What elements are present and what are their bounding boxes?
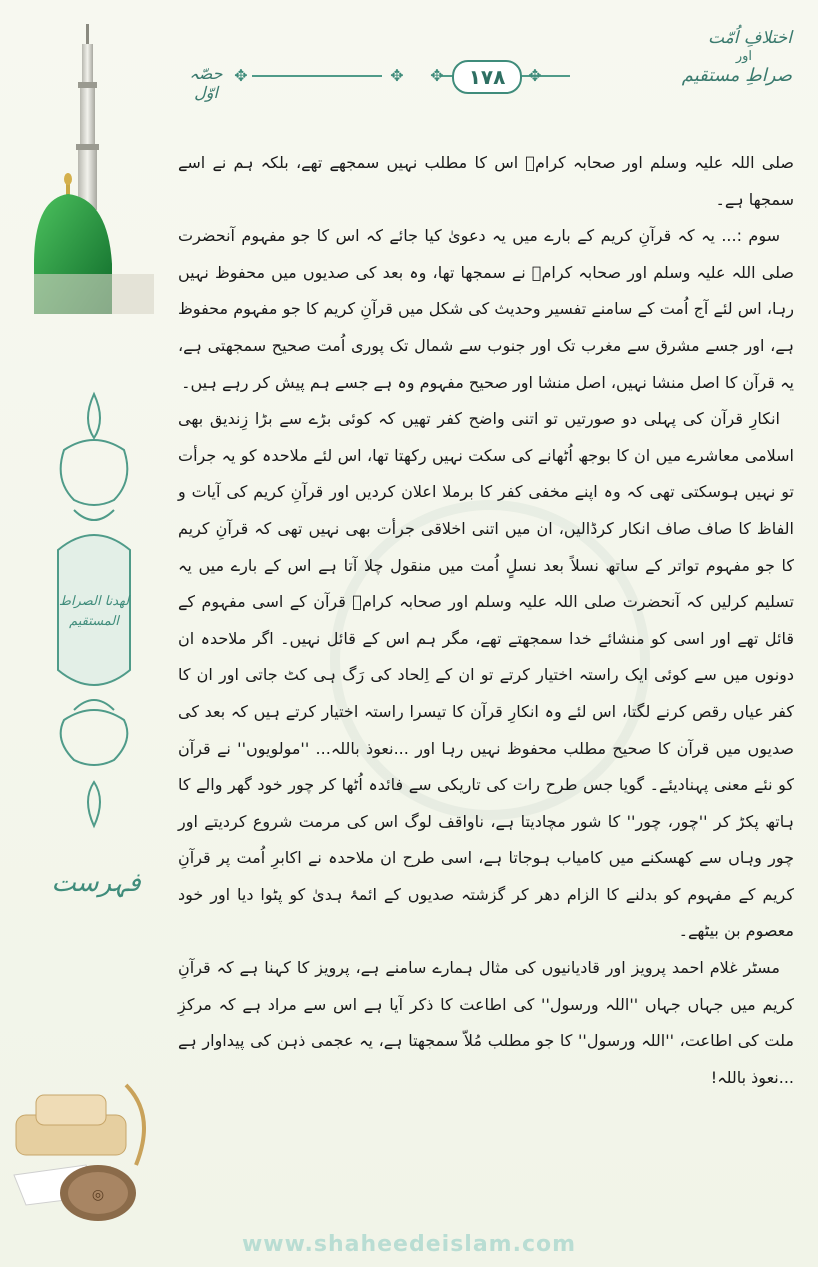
ornament-icon: ✥ — [390, 66, 404, 85]
book-title-line1: اختلافِ اُمّت — [707, 28, 792, 48]
paragraph: مسٹر غلام احمد پرویز اور قادیانیوں کی مثال ہمارے سامنے ہے، پرویز کا کہنا ہے کہ قرآنِ کریم میں جہاں جہاں ''اللہ ورسول'' کی اطاعت کا ذکر آیا ہے اس سے مراد ہے کہ مرکزِ ملت کی اطاعت، ''اللہ ورسول'' کا جو مطلب مُلاّ سمجھتا ہے، یہ عجمی ذہن کی پیداوار ہے ...نعوذ باللہ! — [178, 958, 794, 1087]
medallion-text: لهدنا الصراط المستقيم — [58, 594, 130, 629]
index-link[interactable]: فہرست — [51, 868, 141, 898]
band-line-left — [252, 75, 382, 77]
website-link[interactable]: www.shaheedeislam.com — [241, 1232, 577, 1257]
paragraph: سوم :... یہ کہ قرآنِ کریم کے بارے میں یہ دعویٰ کیا جائے کہ اس کا جو مفہوم آنحضرت صلی اللہ علیہ وسلم اور صحابہ کرامؓ نے سمجھا تھا، وہ بعد کی صدیوں میں محفوظ نہیں رہا، اس لئے آج اُمت کے سامنے تفسیر وحدیث کی شکل میں قرآنِ کریم کا جو مفہوم محفوظ ہے، اور جسے مشرق سے مغرب تک اور جنوب سے شمال تک پوری اُمت صحیح سمجھتی ہے، یہ قرآن کا اصل منشا نہیں، اصل منشا اور صحیح مفہوم وہ ہے جسے ہم پیش کر رہے ہیں۔ — [178, 226, 794, 392]
book-title-line3: صراطِ مستقیم — [681, 65, 792, 86]
book-title-line2: اور — [735, 49, 752, 64]
body-text — [178, 145, 794, 1096]
section-label: حصّہ اوّل — [189, 64, 223, 102]
ornament-icon: ✥ — [430, 66, 444, 85]
ornament-icon: ✥ — [234, 66, 248, 85]
page-number-band — [192, 64, 630, 88]
book-title — [662, 26, 792, 96]
svg-text:◎: ◎ — [91, 1187, 105, 1203]
ornament-icon: ✥ — [528, 66, 542, 85]
green-dome-minaret-image — [28, 24, 158, 324]
page-number: ١٧٨ — [452, 60, 522, 94]
paragraph: انکارِ قرآن کی پہلی دو صورتیں تو اتنی واضح کفر تھیں کہ کوئی بڑے سے بڑا زِندیق بھی اسلامی معاشرے میں ان کا بوجھ اُٹھانے کی سکت نہیں رکھتا تھا، اس لئے ملاحدہ کو یہ جرأت تو نہیں ہوسکتی تھی کہ وہ اپنے مخفی کفر کا برملا اعلان کردیں اور قرآنِ کریم کی آیات و الفاظ کا صاف صاف انکار کرڈالیں، ان میں اتنی اخلاقی جرأت بھی نہیں تھی کہ قرآنِ کریم کا جو مفہوم تواتر کے ساتھ نسلاً بعد نسلٍ اُمت میں منقول چلا آتا ہے اس کے بارے میں یہ تسلیم کرلیں کہ آنحضرت صلی اللہ علیہ وسلم اور صحابہ کرامؓ قرآن کے اسی مفہوم کے قائل تھے اور اسی کو منشائے خدا سمجھتے تھے، مگر ہم اس کے قائل نہیں۔ اگر ملاحدہ ان دونوں میں سے کوئی ایک راستہ اختیار کرتے تو ان کے اِلحاد کی رَگ ہی کٹ جاتی اور ان کا کفر عیاں رقص کرنے لگتا، اس لئے وہ انکارِ قرآن کا تیسرا راستہ اختیار کرتے ہیں کہ بعد کی صدیوں میں قرآن کا صحیح مطلب محفوظ نہیں رہا اور ...نعوذ باللہ... ''مولویوں'' نے قرآن کو نئے معنی پہنادیئے۔ گویا جس طرح رات کی تاریکی سے فائدہ اُٹھا کر چور خود گھر والے کا ہاتھ پکڑ کر ''چور، چور'' کا شور مچادیتا ہے، ناواقف لوگ اس کی مرمت شروع کردیتے اور چور وہاں سے کھسکنے میں کامیاب ہوجاتا ہے، اسی طرح ان ملاحدہ نے اکابرِ اُمت پر قرآنِ کریم کے مفہوم کو بدلنے کا الزام دھر کر گزشتہ صدیوں کے ائمۂ ہدیٰ کو پٹوا دیا اور خود معصوم بن بیٹھے۔ — [178, 409, 794, 941]
scrolls-quill-image — [6, 1075, 176, 1225]
paragraph: صلی اللہ علیہ وسلم اور صحابہ کرامؓ اس کا مطلب نہیں سمجھے تھے، بلکہ ہم نے اسے سمجھا ہے۔ — [178, 153, 794, 209]
